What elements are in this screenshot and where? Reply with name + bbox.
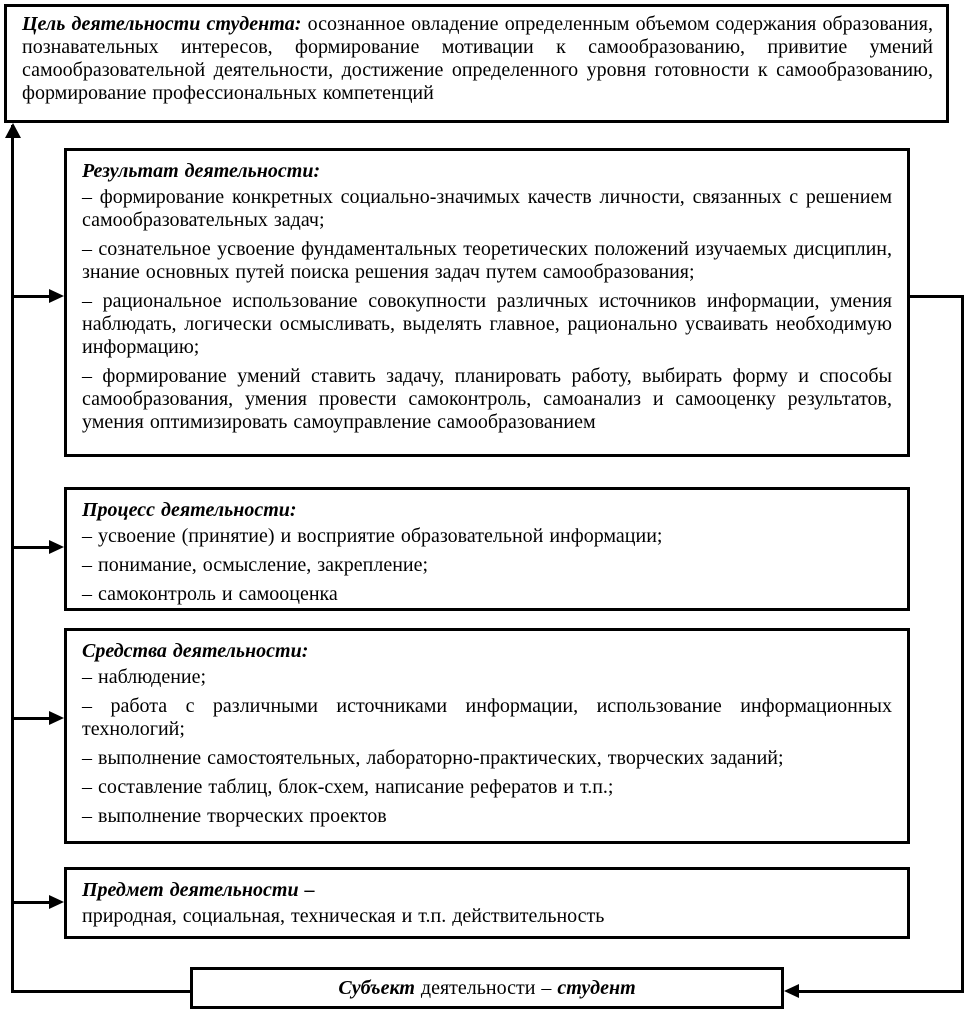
actor-box [190,967,784,1009]
result-item: – формирование конкретных социально-значимых качеств личности, связанных с решением самообразовательных задач; [82,186,892,231]
actor-middle: деятельности – [414,976,558,999]
arrow-right-into-matter-icon [49,895,64,909]
means-item: – наблюдение; [82,666,207,688]
result-item: – рациональное использование совокупности различных источников информации, умения наблюдать, логически осмысливать, выделять главное, рационально усваивать необходимую информацию; [82,290,892,358]
connector-left-vertical-line [11,125,14,992]
result-item: – сознательное усвоение фундаментальных теоретических положений изучаемых дисциплин, знание основных путей поиска решения задач путем самообразования; [82,238,892,283]
connector-branch-matter-line [11,901,51,904]
actor-lead: Субъект [338,976,415,999]
process-item: – самоконтроль и самооценка [82,583,338,605]
connector-right-to-actor-line [797,990,964,993]
result-title: Результат деятельности: [82,160,321,182]
connector-right-vertical-line [961,295,964,993]
arrow-right-into-means-icon [49,711,64,725]
process-item: – усвоение (принятие) и восприятие образовательной информации; [82,525,663,547]
process-item: – понимание, осмысление, закрепление; [82,554,429,576]
arrow-up-into-goal-icon [5,123,21,138]
goal-title: Цель деятельности студента: [22,13,302,35]
arrow-left-into-actor-icon [784,984,799,998]
connector-branch-result-line [11,295,51,298]
result-box [64,148,910,457]
connector-branch-means-line [11,717,51,720]
means-item: – составление таблиц, блок-схем, написание рефератов и т.п.; [82,776,614,798]
means-item: – выполнение самостоятельных, лабораторно-практических, творческих заданий; [82,747,784,769]
goal-box [4,4,949,123]
connector-branch-process-line [11,546,51,549]
means-item: – работа с различными источниками информации, использование информационных технологий; [82,695,892,740]
matter-body: природная, социальная, техническая и т.п. действительность [82,905,605,927]
process-title: Процесс деятельности: [82,499,297,521]
actor-paragraph [338,977,635,1000]
means-box [64,628,910,844]
matter-title: Предмет деятельности – [82,879,315,901]
arrow-right-into-result-icon [49,289,64,303]
means-title: Средства деятельности: [82,640,309,662]
result-item: – формирование умений ставить задачу, планировать работу, выбирать форму и способы самообразования, умения провести самоконтроль, самоанализ и самооценку результатов, умения оптимизировать самоуправление самообразованием [82,365,892,433]
arrow-right-into-process-icon [49,540,64,554]
process-box [64,487,910,611]
goal-body: осознанное овладение определенным объемом содержания образования, познавательных интересов, формирование мотивации к самообразованию, привитие умений самообразовательной деятельности, достижение определенного уровня готовности к самообразованию, формирование профессиональных компетенций [22,13,933,104]
matter-box [64,867,910,939]
means-item: – выполнение творческих проектов [82,805,387,827]
actor-emphasis: студент [557,976,636,999]
goal-paragraph [22,13,933,105]
connector-result-to-right-line [907,295,964,298]
connector-actor-to-left-line [11,990,191,993]
